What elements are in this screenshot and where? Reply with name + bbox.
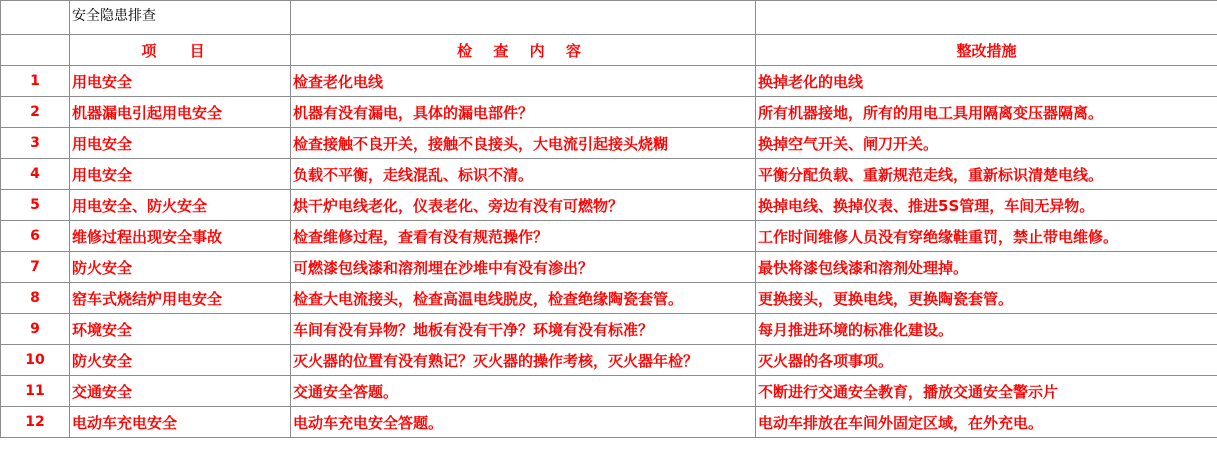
table-row bbox=[1, 376, 1217, 407]
check-content-cell[interactable]: 交通安全答题。 bbox=[291, 376, 756, 407]
row-number-cell[interactable]: 2 bbox=[1, 97, 70, 128]
rectification-cell[interactable]: 灭火器的各项事项。 bbox=[756, 345, 1217, 376]
check-content-cell[interactable]: 烘干炉电线老化，仪表老化、旁边有没有可燃物？ bbox=[291, 190, 756, 221]
rectification-cell[interactable]: 换掉电线、换掉仪表、推进5S管理，车间无异物。 bbox=[756, 190, 1217, 221]
item-cell[interactable]: 用电安全 bbox=[70, 128, 291, 159]
table-row bbox=[1, 66, 1217, 97]
item-cell[interactable]: 环境安全 bbox=[70, 314, 291, 345]
table-row bbox=[1, 345, 1217, 376]
title-row bbox=[1, 1, 1217, 35]
table-row bbox=[1, 159, 1217, 190]
header-num-cell[interactable] bbox=[1, 35, 70, 66]
rectification-cell[interactable]: 平衡分配负载、重新规范走线，重新标识清楚电线。 bbox=[756, 159, 1217, 190]
rectification-cell[interactable]: 不断进行交通安全教育，播放交通安全警示片 bbox=[756, 376, 1217, 407]
title-row-blank-cell[interactable] bbox=[1, 1, 70, 35]
row-number-cell[interactable]: 10 bbox=[1, 345, 70, 376]
item-cell[interactable]: 窑车式烧结炉用电安全 bbox=[70, 283, 291, 314]
table-row bbox=[1, 190, 1217, 221]
rectification-cell[interactable]: 电动车排放在车间外固定区域，在外充电。 bbox=[756, 407, 1217, 438]
header-row bbox=[1, 35, 1217, 66]
header-rectification-measures[interactable]: 整改措施 bbox=[756, 35, 1217, 66]
check-content-cell[interactable]: 检查老化电线 bbox=[291, 66, 756, 97]
item-cell[interactable]: 电动车充电安全 bbox=[70, 407, 291, 438]
rectification-cell[interactable]: 最快将漆包线漆和溶剂处理掉。 bbox=[756, 252, 1217, 283]
item-cell[interactable]: 用电安全、防火安全 bbox=[70, 190, 291, 221]
check-content-cell[interactable]: 检查维修过程，查看有没有规范操作？ bbox=[291, 221, 756, 252]
check-content-cell[interactable]: 灭火器的位置有没有熟记？灭火器的操作考核，灭火器年检？ bbox=[291, 345, 756, 376]
row-number-cell[interactable]: 3 bbox=[1, 128, 70, 159]
item-cell[interactable]: 交通安全 bbox=[70, 376, 291, 407]
row-number-cell[interactable]: 5 bbox=[1, 190, 70, 221]
check-content-cell[interactable]: 检查接触不良开关，接触不良接头，大电流引起接头烧糊 bbox=[291, 128, 756, 159]
check-content-cell[interactable]: 电动车充电安全答题。 bbox=[291, 407, 756, 438]
item-cell[interactable]: 防火安全 bbox=[70, 345, 291, 376]
row-number-cell[interactable]: 6 bbox=[1, 221, 70, 252]
table-row bbox=[1, 283, 1217, 314]
title-row-blank-cell[interactable] bbox=[756, 1, 1217, 35]
rectification-cell[interactable]: 工作时间维修人员没有穿绝缘鞋重罚，禁止带电维修。 bbox=[756, 221, 1217, 252]
item-cell[interactable]: 用电安全 bbox=[70, 159, 291, 190]
check-content-cell[interactable]: 负载不平衡，走线混乱、标识不清。 bbox=[291, 159, 756, 190]
table-row bbox=[1, 314, 1217, 345]
row-number-cell[interactable]: 4 bbox=[1, 159, 70, 190]
header-item[interactable]: 项 目 bbox=[70, 35, 291, 66]
rectification-cell[interactable]: 所有机器接地，所有的用电工具用隔离变压器隔离。 bbox=[756, 97, 1217, 128]
item-cell[interactable]: 防火安全 bbox=[70, 252, 291, 283]
sheet-title[interactable]: 安全隐患排查 bbox=[70, 1, 291, 35]
rectification-cell[interactable]: 每月推进环境的标准化建设。 bbox=[756, 314, 1217, 345]
item-cell[interactable]: 维修过程出现安全事故 bbox=[70, 221, 291, 252]
table-row bbox=[1, 221, 1217, 252]
row-number-cell[interactable]: 9 bbox=[1, 314, 70, 345]
check-content-cell[interactable]: 机器有没有漏电，具体的漏电部件？ bbox=[291, 97, 756, 128]
item-cell[interactable]: 用电安全 bbox=[70, 66, 291, 97]
table-body bbox=[1, 1, 1217, 438]
header-check-content[interactable]: 检 查 内 容 bbox=[291, 35, 756, 66]
table-row bbox=[1, 407, 1217, 438]
check-content-cell[interactable]: 可燃漆包线漆和溶剂埋在沙堆中有没有渗出？ bbox=[291, 252, 756, 283]
rectification-cell[interactable]: 换掉空气开关、闸刀开关。 bbox=[756, 128, 1217, 159]
item-cell[interactable]: 机器漏电引起用电安全 bbox=[70, 97, 291, 128]
check-content-cell[interactable]: 车间有没有异物？地板有没有干净？环境有没有标准？ bbox=[291, 314, 756, 345]
row-number-cell[interactable]: 11 bbox=[1, 376, 70, 407]
table-row bbox=[1, 128, 1217, 159]
rectification-cell[interactable]: 换掉老化的电线 bbox=[756, 66, 1217, 97]
table-row bbox=[1, 97, 1217, 128]
table-row bbox=[1, 252, 1217, 283]
row-number-cell[interactable]: 8 bbox=[1, 283, 70, 314]
row-number-cell[interactable]: 1 bbox=[1, 66, 70, 97]
row-number-cell[interactable]: 7 bbox=[1, 252, 70, 283]
rectification-cell[interactable]: 更换接头，更换电线，更换陶瓷套管。 bbox=[756, 283, 1217, 314]
check-content-cell[interactable]: 检查大电流接头，检查高温电线脱皮，检查绝缘陶瓷套管。 bbox=[291, 283, 756, 314]
row-number-cell[interactable]: 12 bbox=[1, 407, 70, 438]
title-row-blank-cell[interactable] bbox=[291, 1, 756, 35]
